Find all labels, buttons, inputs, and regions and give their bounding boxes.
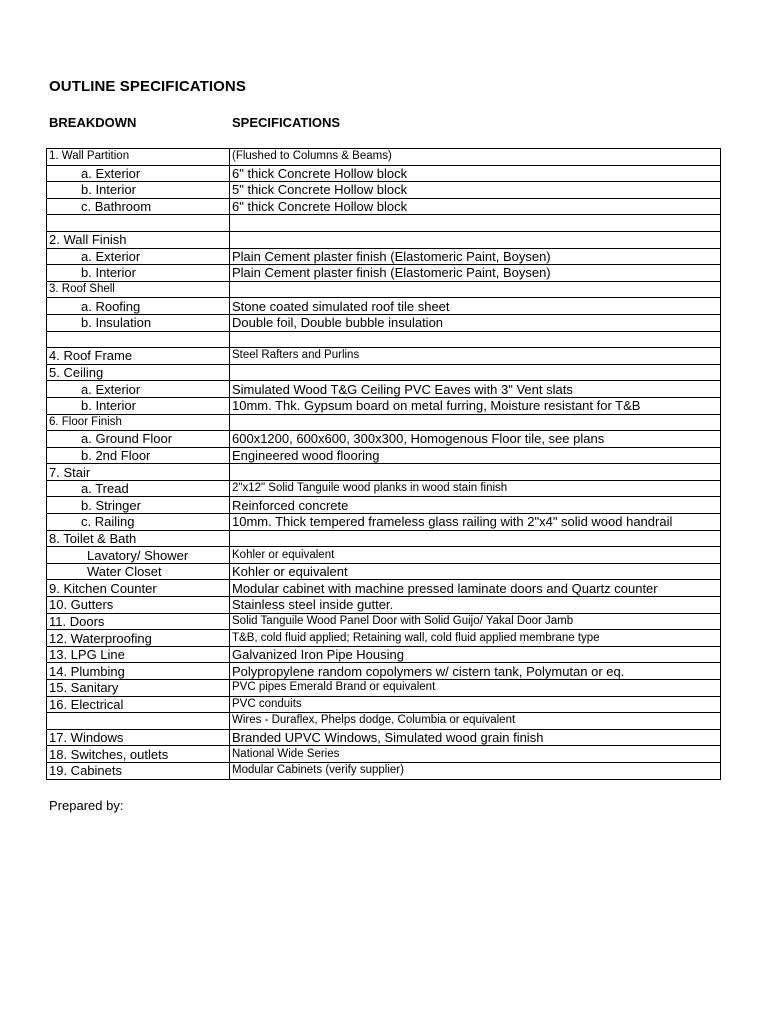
specification-cell: PVC pipes Emerald Brand or equivalent <box>230 680 721 697</box>
breakdown-cell: 4. Roof Frame <box>47 348 230 365</box>
page-title: OUTLINE SPECIFICATIONS <box>49 78 246 95</box>
table-row <box>47 397 721 414</box>
breakdown-cell: 13. LPG Line <box>47 646 230 663</box>
table-row <box>47 696 721 713</box>
table-row <box>47 646 721 663</box>
specification-cell: Solid Tanguile Wood Panel Door with Solid Guijo/ Yakal Door Jamb <box>230 613 721 630</box>
prepared-by-label: Prepared by: <box>49 798 124 813</box>
breakdown-cell: b. Stringer <box>47 497 230 514</box>
table-row <box>47 149 721 166</box>
breakdown-cell: b. 2nd Floor <box>47 447 230 464</box>
breakdown-cell: a. Roofing <box>47 298 230 315</box>
table-row <box>47 198 721 215</box>
table-row <box>47 314 721 331</box>
table-row <box>47 729 721 746</box>
breakdown-cell: 2. Wall Finish <box>47 231 230 248</box>
table-row <box>47 762 721 779</box>
breakdown-cell <box>47 331 230 348</box>
specification-cell: PVC conduits <box>230 696 721 713</box>
specifications-table <box>46 148 721 780</box>
breakdown-cell: 16. Electrical <box>47 696 230 713</box>
table-row <box>47 514 721 531</box>
table-row <box>47 265 721 282</box>
specification-cell: Modular Cabinets (verify supplier) <box>230 762 721 779</box>
table-row <box>47 480 721 497</box>
breakdown-cell: 1. Wall Partition <box>47 149 230 166</box>
breakdown-cell: a. Exterior <box>47 248 230 265</box>
breakdown-cell: a. Tread <box>47 480 230 497</box>
table-row <box>47 231 721 248</box>
table-row <box>47 215 721 232</box>
specification-cell: Simulated Wood T&G Ceiling PVC Eaves with 3" Vent slats <box>230 381 721 398</box>
specification-cell: 2"x12" Solid Tanguile wood planks in wood stain finish <box>230 480 721 497</box>
breakdown-cell: 9. Kitchen Counter <box>47 580 230 597</box>
specification-cell: Stone coated simulated roof tile sheet <box>230 298 721 315</box>
specification-cell: 5" thick Concrete Hollow block <box>230 182 721 199</box>
table-row <box>47 746 721 763</box>
breakdown-cell <box>47 215 230 232</box>
breakdown-cell: 8. Toilet & Bath <box>47 530 230 547</box>
table-row <box>47 563 721 580</box>
table-row <box>47 182 721 199</box>
breakdown-cell: b. Insulation <box>47 314 230 331</box>
specification-cell <box>230 414 721 431</box>
table-row <box>47 497 721 514</box>
specification-cell: Steel Rafters and Purlins <box>230 348 721 365</box>
table-row <box>47 663 721 680</box>
breakdown-cell <box>47 713 230 730</box>
breakdown-cell: a. Ground Floor <box>47 431 230 448</box>
breakdown-cell: 3. Roof Shell <box>47 281 230 298</box>
specification-cell: Galvanized Iron Pipe Housing <box>230 646 721 663</box>
specification-cell: 6" thick Concrete Hollow block <box>230 198 721 215</box>
table-row <box>47 447 721 464</box>
specification-cell: Modular cabinet with machine pressed laminate doors and Quartz counter <box>230 580 721 597</box>
table-row <box>47 364 721 381</box>
specification-cell: Kohler or equivalent <box>230 563 721 580</box>
table-row <box>47 381 721 398</box>
breakdown-cell: 11. Doors <box>47 613 230 630</box>
table-row <box>47 580 721 597</box>
specification-cell <box>230 215 721 232</box>
table-row <box>47 547 721 564</box>
breakdown-cell: 14. Plumbing <box>47 663 230 680</box>
breakdown-cell: b. Interior <box>47 265 230 282</box>
table-row <box>47 281 721 298</box>
specification-cell <box>230 364 721 381</box>
breakdown-cell: Water Closet <box>47 563 230 580</box>
specifications-header: SPECIFICATIONS <box>232 115 341 130</box>
breakdown-cell: 17. Windows <box>47 729 230 746</box>
specification-cell: 600x1200, 600x600, 300x300, Homogenous Floor tile, see plans <box>230 431 721 448</box>
table-row <box>47 248 721 265</box>
specification-cell: 6" thick Concrete Hollow block <box>230 165 721 182</box>
breakdown-cell: 7. Stair <box>47 464 230 481</box>
specification-cell: (Flushed to Columns & Beams) <box>230 149 721 166</box>
table-row <box>47 348 721 365</box>
specification-cell: National Wide Series <box>230 746 721 763</box>
specification-cell: Plain Cement plaster finish (Elastomeric Paint, Boysen) <box>230 248 721 265</box>
table-row <box>47 414 721 431</box>
table-row <box>47 613 721 630</box>
breakdown-cell: c. Bathroom <box>47 198 230 215</box>
specification-cell: Reinforced concrete <box>230 497 721 514</box>
specification-cell: T&B, cold fluid applied; Retaining wall, cold fluid applied membrane type <box>230 630 721 647</box>
breakdown-cell: 12. Waterproofing <box>47 630 230 647</box>
specification-cell: Kohler or equivalent <box>230 547 721 564</box>
breakdown-cell: a. Exterior <box>47 165 230 182</box>
specification-cell <box>230 331 721 348</box>
breakdown-cell: 19. Cabinets <box>47 762 230 779</box>
table-row <box>47 331 721 348</box>
specification-cell <box>230 464 721 481</box>
breakdown-cell: 10. Gutters <box>47 597 230 614</box>
breakdown-cell: b. Interior <box>47 397 230 414</box>
specification-cell: Double foil, Double bubble insulation <box>230 314 721 331</box>
specification-cell: Plain Cement plaster finish (Elastomeric Paint, Boysen) <box>230 265 721 282</box>
table-row <box>47 165 721 182</box>
table-row <box>47 431 721 448</box>
specification-cell <box>230 281 721 298</box>
specification-cell: 10mm. Thick tempered frameless glass railing with 2"x4" solid wood handrail <box>230 514 721 531</box>
table-row <box>47 464 721 481</box>
breakdown-header: BREAKDOWN <box>49 115 137 130</box>
table-row <box>47 597 721 614</box>
breakdown-cell: 18. Switches, outlets <box>47 746 230 763</box>
table-row <box>47 630 721 647</box>
breakdown-cell: 15. Sanitary <box>47 680 230 697</box>
breakdown-cell: b. Interior <box>47 182 230 199</box>
specifications-table-body <box>47 149 721 780</box>
table-row <box>47 713 721 730</box>
specification-cell: Wires - Duraflex, Phelps dodge, Columbia or equivalent <box>230 713 721 730</box>
breakdown-cell: 5. Ceiling <box>47 364 230 381</box>
table-row <box>47 530 721 547</box>
specification-cell: Stainless steel inside gutter. <box>230 597 721 614</box>
table-row <box>47 298 721 315</box>
specification-cell: 10mm. Thk. Gypsum board on metal furring, Moisture resistant for T&B <box>230 397 721 414</box>
table-row <box>47 680 721 697</box>
specification-cell: Polypropylene random copolymers w/ cistern tank, Polymutan or eq. <box>230 663 721 680</box>
specification-cell <box>230 231 721 248</box>
breakdown-cell: c. Railing <box>47 514 230 531</box>
specification-cell <box>230 530 721 547</box>
breakdown-cell: a. Exterior <box>47 381 230 398</box>
breakdown-cell: 6. Floor Finish <box>47 414 230 431</box>
specification-cell: Engineered wood flooring <box>230 447 721 464</box>
breakdown-cell: Lavatory/ Shower <box>47 547 230 564</box>
specification-cell: Branded UPVC Windows, Simulated wood grain finish <box>230 729 721 746</box>
